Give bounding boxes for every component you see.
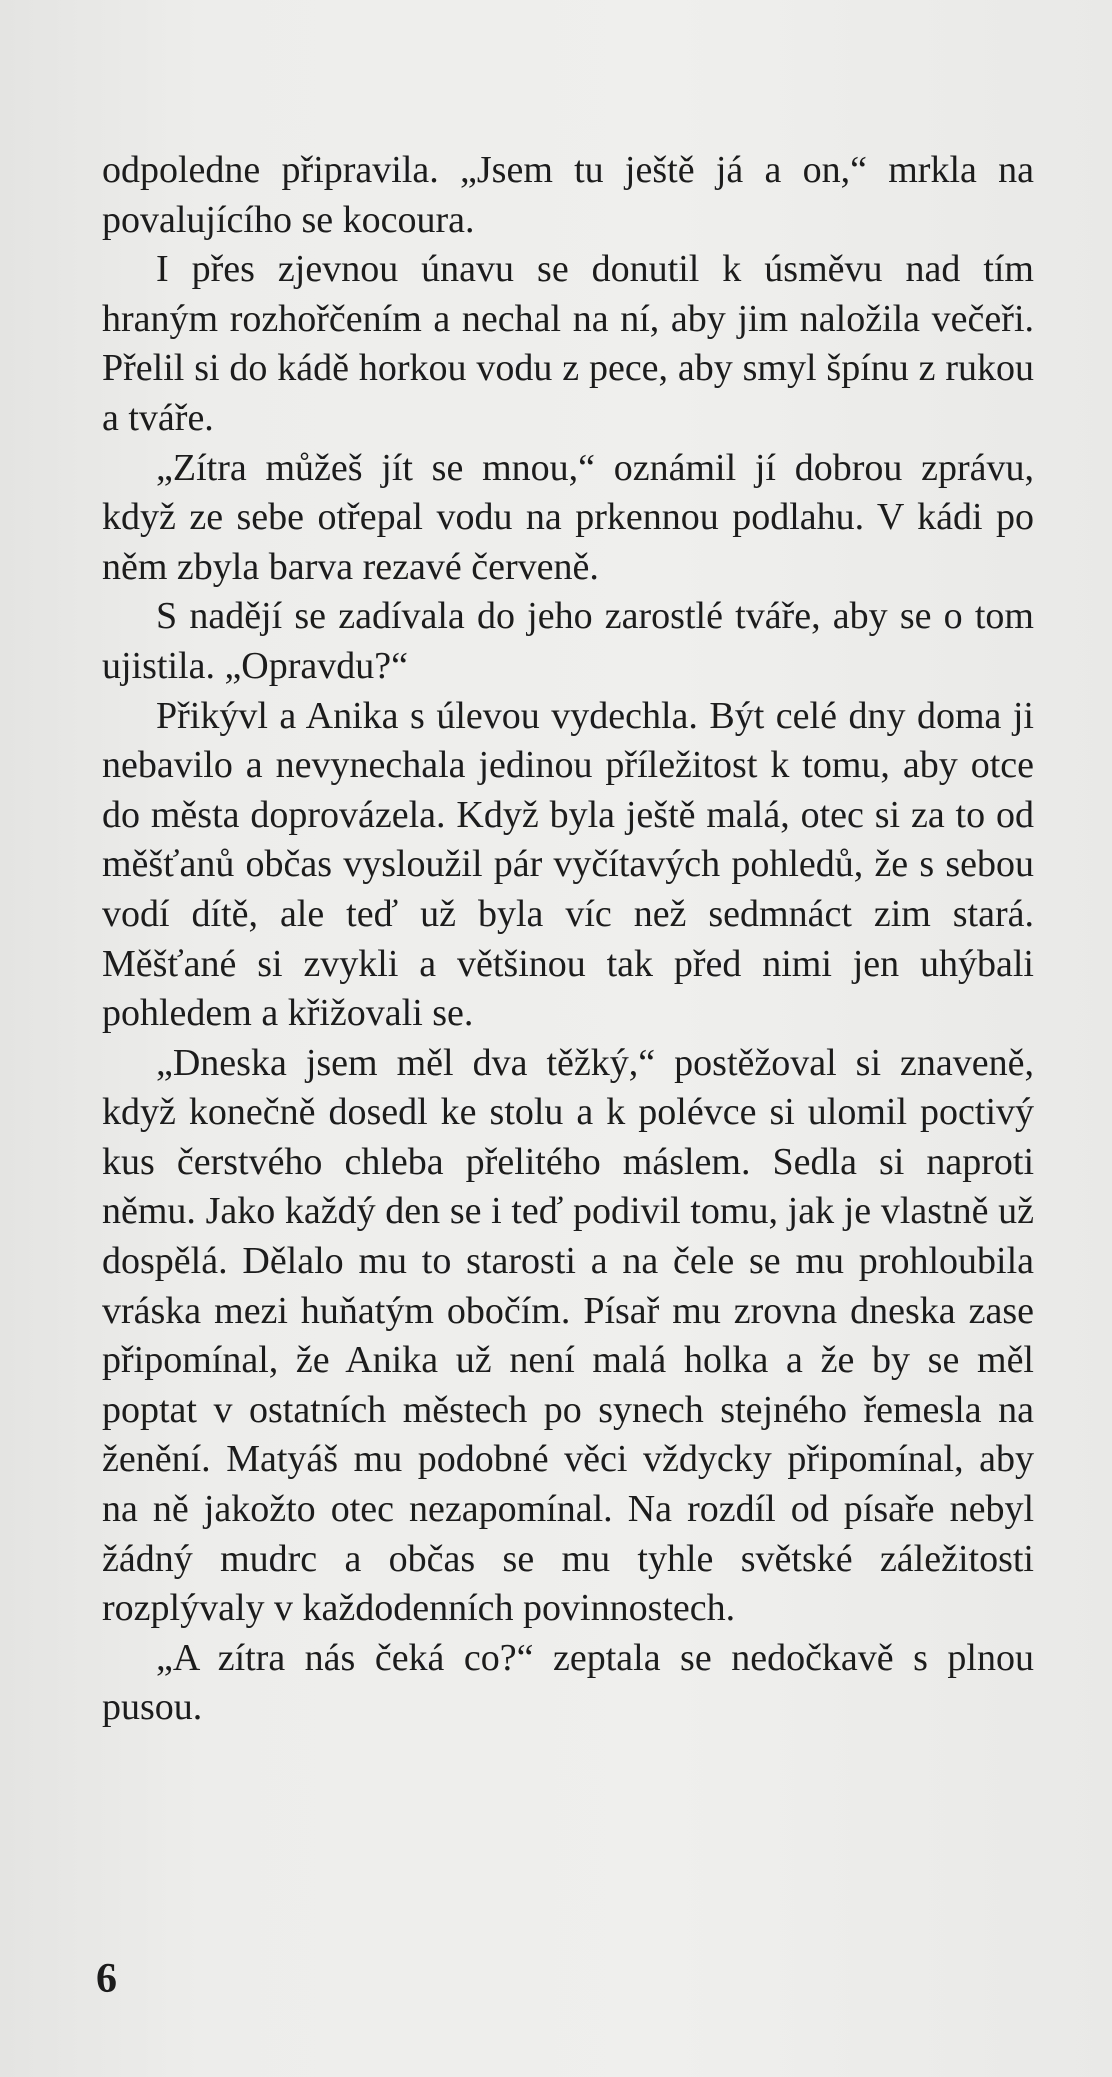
paragraph: „A zítra nás čeká co?“ zeptala se nedočkavě s plnou pusou. [102, 1636, 1034, 1729]
paragraph: „Zítra můžeš jít se mnou,“ oznámil jí dobrou zprávu, když ze sebe otřepal vodu na prkennou podlahu. V kádi po něm zbyla barva rezavé červeně. [102, 446, 1034, 588]
page-number: 6 [96, 1956, 117, 2002]
body-text [102, 146, 1034, 1733]
paragraph: S nadějí se zadívala do jeho zarostlé tváře, aby se o tom ujistila. „Opravdu?“ [102, 595, 1034, 687]
paragraph-continued: odpoledne připravila. „Jsem tu ještě já a on,“ mrkla na povalujícího se kocoura. [102, 149, 1034, 241]
paragraph: I přes zjevnou únavu se donutil k úsměvu nad tím hraným rozhořčením a nechal na ní, aby jim naložila večeři. Přelil si do kádě horkou vodu z pece, aby smyl špínu z rukou a tváře. [102, 248, 1034, 439]
paragraph: „Dneska jsem měl dva těžký,“ postěžoval si znaveně, když konečně dosedl ke stolu a k polévce si ulomil poctivý kus čerstvého chleba přelitého máslem. Sedla si naproti němu. Jako každý den se i teď podivil tomu, jak je vlastně už dospělá. Dělalo mu to starosti a na čele se mu prohloubila vráska mezi huňatým obočím. Písař mu zrovna dneska zase připomínal, že Anika už není malá holka a že by se měl poptat v ostatních městech po synech stejného řemesla na ženění. Matyáš mu podobné věci vždycky připomínal, aby na ně jakožto otec nezapomínal. Na rozdíl od písaře nebyl žádný mudrc a občas se mu tyhle světské záležitosti rozplývaly v každodenních povinnostech. [102, 1041, 1034, 1630]
paragraph: Přikývl a Anika s úlevou vydechla. Být celé dny doma ji nebavilo a nevynechala jedinou příležitost k tomu, aby otce do města doprovázela. Když byla ještě malá, otec si za to od měšťanů občas vysloužil pár vyčítavých pohledů, že s sebou vodí dítě, ale teď už byla víc než sedmnáct zim stará. Měšťané si zvykli a většinou tak před nimi jen uhýbali pohledem a křižovali se. [102, 694, 1034, 1035]
